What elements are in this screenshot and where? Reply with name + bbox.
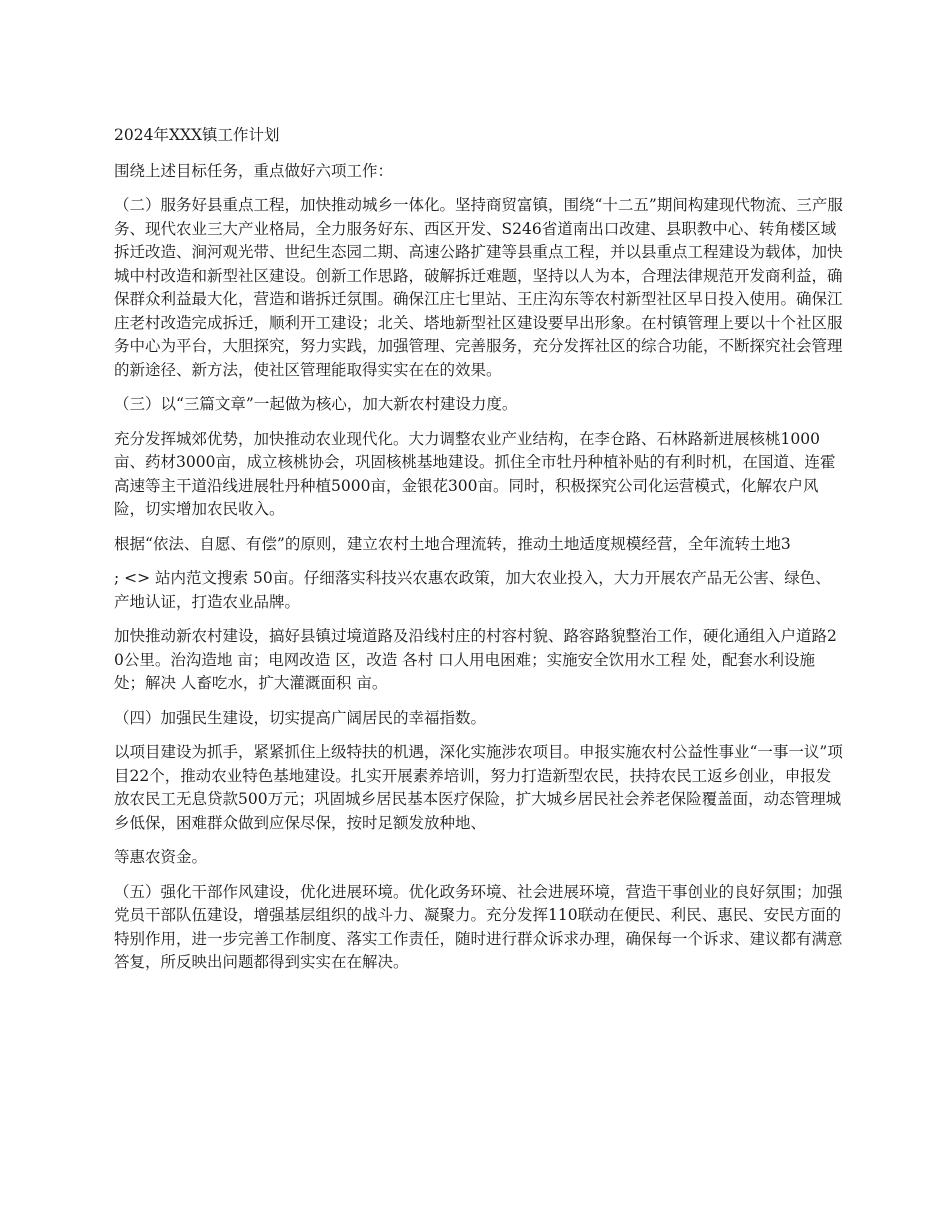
paragraph-land-transfer: 根据“依法、自愿、有偿”的原则，建立农村土地合理流转，推动土地适度规模经营，全年流转土地3 (114, 534, 791, 553)
paragraph-agriculture: 充分发挥城郊优势，加快推动农业现代化。大力调整农业产业结构，在李仓路、石林路新进展核桃1000亩、药材3000亩，成立核桃协会，巩固核桃基地建设。抓住全市牡丹种植补贴的有利时机，在国道、连霍高速等主干道沿线进展牡丹种植5000亩，金银花300亩。同时，积极探究公司化运营模式，化解农户风险，切实增加农民收入。 (114, 429, 836, 518)
document-title: 2024年XXX镇工作计划 (114, 126, 280, 144)
paragraph-section-2: （二）服务好县重点工程，加快推动城乡一体化。坚持商贸富镇，围绕“十二五”期间构建现代物流、三产服务、现代农业三大产业格局，全力服务好东、西区开发、S246省道南出口改建、县职教中心、转角楼区域拆迁改造、涧河观光带、世纪生态园二期、高速公路扩建等县重点工程，并以县重点工程建设为载体，加快城中村改造和新型社区建设。创新工作思路，破解拆迁难题，坚持以人为本，合理法律规范开发商利益，确保群众利益最大化，营造和谐拆迁氛围。确保江庄七里站、王庄沟东等农村新型社区早日投入使用。确保江庄老村改造完成拆迁，顺利开工建设；北关、塔地新型社区建设要早出形象。在村镇管理上要以十个社区服务中心为平台，大胆探究，努力实践，加强管理、完善服务，充分发挥社区的综合功能，不断探究社会管理的新途径、新方法，使社区管理能取得实实在在的效果。 (114, 196, 843, 379)
paragraph-section-4-heading: （四）加强民生建设，切实提高广阔居民的幸福指数。 (114, 708, 487, 727)
paragraph-intro: 围绕上述目标任务，重点做好六项工作： (114, 161, 394, 180)
document-page (114, 124, 844, 986)
paragraph-subsidy: 等惠农资金。 (114, 848, 208, 866)
paragraph-new-village: 加快推动新农村建设，搞好县镇过境道路及沿线村庄的村容村貌、路容路貌整治工作，硬化通组入户道路20公里。治沟造地 亩；电网改造 区，改造 各村 口人用电困难；实施安全饮用水工程 处，配套水利设施 处；解决 人畜吃水，扩大灌溉面积 亩。 (114, 627, 837, 692)
paragraph-section-5: （五）强化干部作风建设，优化进展环境。优化政务环境、社会进展环境，营造干事创业的良好氛围；加强党员干部队伍建设，增强基层组织的战斗力、凝聚力。充分发挥110联动在便民、利民、惠民、安民方面的特别作用，进一步完善工作制度、落实工作责任，随时进行群众诉求办理，确保每一个诉求、建议都有满意答复，所反映出问题都得到实实在在解决。 (114, 882, 843, 971)
paragraph-section-3-heading: （三）以“三篇文章”一起做为核心，加大新农村建设力度。 (114, 395, 518, 413)
paragraph-tech-agriculture: ; <> 站内范文搜索 50亩。仔细落实科技兴农惠农政策，加大农业投入，大力开展农产品无公害、绿色、产地认证，打造农业品牌。 (114, 569, 831, 611)
paragraph-livelihood: 以项目建设为抓手，紧紧抓住上级特扶的机遇，深化实施涉农项目。申报实施农村公益性事业“一事一议”项目22个，推动农业特色基地建设。扎实开展素养培训，努力打造新型农民，扶持农民工返乡创业，申报发放农民工无息贷款500万元；巩固城乡居民基本医疗保险，扩大城乡居民社会养老保险覆盖面，动态管理城乡低保，困难群众做到应保尽保，按时足额发放种地、 (114, 743, 843, 832)
